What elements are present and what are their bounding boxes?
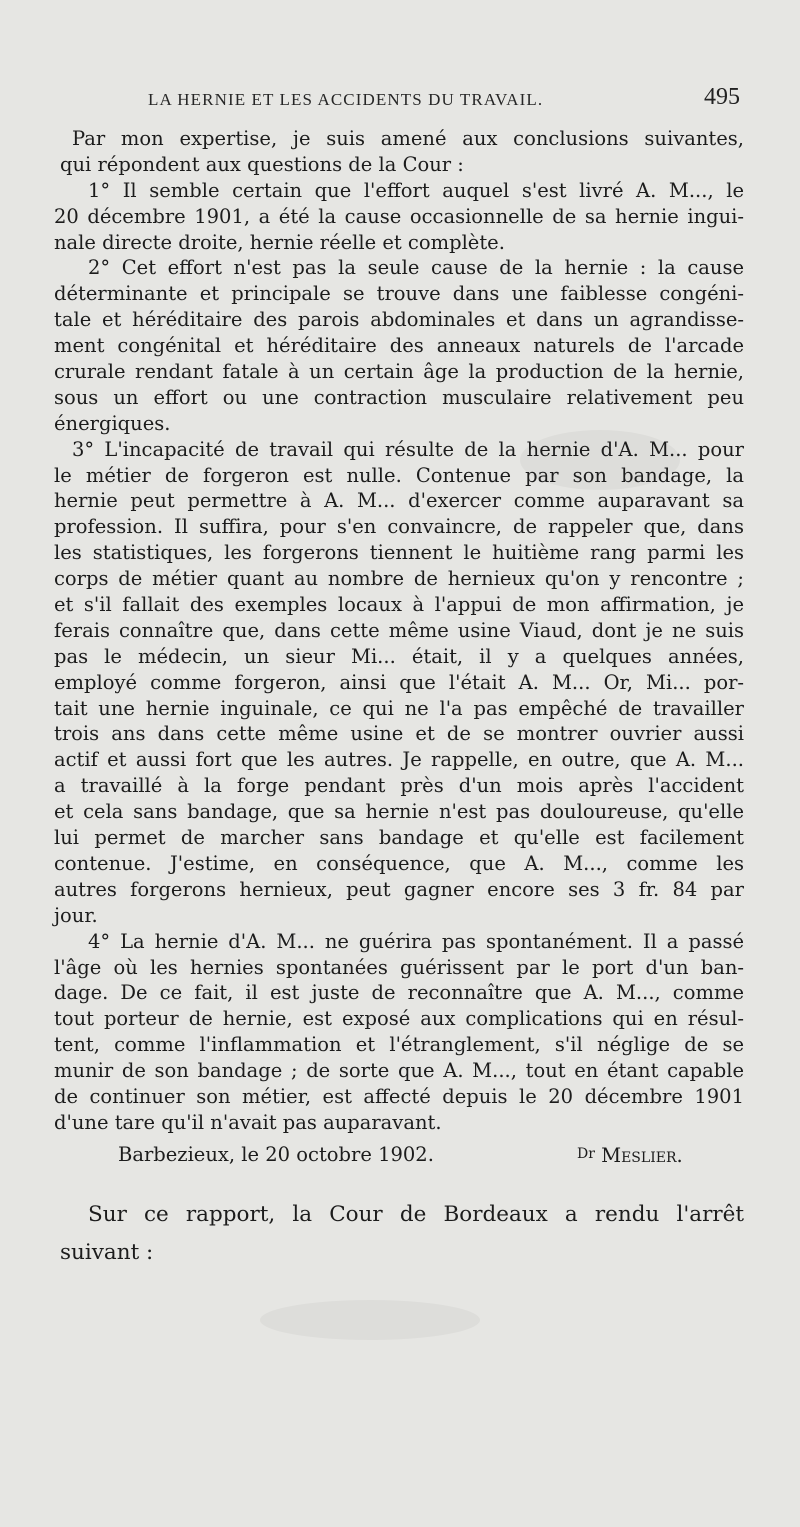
page-header bbox=[0, 86, 800, 116]
text-line: lui permet de marcher sans bandage et qu'elle est facilement bbox=[54, 826, 744, 850]
author-name: Meslier. bbox=[601, 1143, 683, 1167]
text-line: Par mon expertise, je suis amené aux conclusions suivantes, bbox=[72, 127, 744, 150]
text-line: corps de métier quant au nombre de hernieux qu'on y rencontre ; bbox=[54, 567, 744, 591]
text-line: tale et héréditaire des parois abdominales et dans un agrandisse- bbox=[54, 308, 744, 332]
text-line: 3° L'incapacité de travail qui résulte de la hernie d'A. M... pour bbox=[72, 437, 744, 461]
text-line: 1° Il semble certain que l'effort auquel s'est livré A. M..., le bbox=[88, 178, 744, 202]
text-line: tait une hernie inguinale, ce qui ne l'a pas empêché de travailler bbox=[54, 696, 744, 720]
text-line: énergiques. bbox=[54, 411, 171, 435]
text-line: 4° La hernie d'A. M... ne guérira pas spontanément. Il a passé bbox=[88, 929, 744, 953]
closing-paragraph bbox=[54, 1196, 744, 1272]
text-line: sous un effort ou une contraction musculaire relativement peu bbox=[54, 385, 744, 409]
text-line: déterminante et principale se trouve dans une faiblesse congéni- bbox=[54, 282, 744, 306]
text-line: le métier de forgeron est nulle. Contenue par son bandage, la bbox=[54, 463, 744, 487]
paper-smudge bbox=[260, 1300, 480, 1340]
document-body bbox=[54, 126, 744, 1272]
text-line: et s'il fallait des exemples locaux à l'appui de mon affirmation, je bbox=[54, 593, 744, 617]
text-line: d'une tare qu'il n'avait pas auparavant. bbox=[54, 1110, 442, 1134]
text-line: munir de son bandage ; de sorte que A. M..., tout en étant capable bbox=[54, 1059, 744, 1083]
text-line: qui répondent aux questions de la Cour : bbox=[60, 152, 464, 176]
text-line: a travaillé à la forge pendant près d'un mois après l'accident bbox=[54, 774, 744, 798]
author-title: Dr bbox=[577, 1145, 595, 1162]
text-line: l'âge où les hernies spontanées guérissent par le port d'un ban- bbox=[54, 955, 744, 979]
closing-line: Sur ce rapport, la Cour de Bordeaux a rendu l'arrêt bbox=[88, 1201, 744, 1227]
running-title: LA HERNIE ET LES ACCIDENTS DU TRAVAIL. bbox=[148, 90, 544, 109]
text-line: nale directe droite, hernie réelle et complète. bbox=[54, 230, 505, 254]
text-line: autres forgerons hernieux, peut gagner encore ses 3 fr. 84 par bbox=[54, 877, 744, 901]
signature-author bbox=[577, 1142, 683, 1169]
text-line: ferais connaître que, dans cette même usine Viaud, dont je ne suis bbox=[54, 618, 744, 642]
text-line: employé comme forgeron, ainsi que l'était A. M... Or, Mi... por- bbox=[54, 670, 744, 694]
text-line: jour. bbox=[54, 903, 98, 927]
text-line: actif et aussi fort que les autres. Je rappelle, en outre, que A. M... bbox=[54, 748, 744, 772]
text-line: pas le médecin, un sieur Mi... était, il y a quelques années, bbox=[54, 644, 744, 668]
signature-place-date: Barbezieux, le 20 octobre 1902. bbox=[118, 1142, 434, 1166]
page-number: 495 bbox=[704, 84, 740, 110]
text-line: 20 décembre 1901, a été la cause occasionnelle de sa hernie ingui- bbox=[54, 204, 744, 228]
text-line: profession. Il suffira, pour s'en convaincre, de rappeler que, dans bbox=[54, 515, 744, 539]
text-line: les statistiques, les forgerons tiennent le huitième rang parmi les bbox=[54, 541, 744, 565]
signature-line bbox=[54, 1142, 744, 1170]
text-line: crurale rendant fatale à un certain âge la production de la hernie, bbox=[54, 360, 744, 384]
text-line: contenue. J'estime, en conséquence, que A. M..., comme les bbox=[54, 851, 744, 875]
text-line: trois ans dans cette même usine et de se montrer ouvrier aussi bbox=[54, 722, 744, 746]
text-line: de continuer son métier, est affecté depuis le 20 décembre 1901 bbox=[54, 1084, 744, 1108]
text-line: dage. De ce fait, il est juste de reconnaître que A. M..., comme bbox=[54, 981, 744, 1005]
closing-line: suivant : bbox=[60, 1239, 154, 1265]
text-line: 2° Cet effort n'est pas la seule cause de la hernie : la cause bbox=[88, 256, 744, 280]
text-line: tout porteur de hernie, est exposé aux complications qui en résul- bbox=[54, 1007, 744, 1031]
text-line: ment congénital et héréditaire des anneaux naturels de l'arcade bbox=[54, 334, 744, 358]
paragraph-gap bbox=[54, 1170, 744, 1196]
text-line: tent, comme l'inflammation et l'étranglement, s'il néglige de se bbox=[54, 1033, 744, 1057]
text-line: et cela sans bandage, que sa hernie n'est pas douloureuse, qu'elle bbox=[54, 800, 744, 824]
text-line: hernie peut permettre à A. M... d'exercer comme auparavant sa bbox=[54, 489, 744, 513]
